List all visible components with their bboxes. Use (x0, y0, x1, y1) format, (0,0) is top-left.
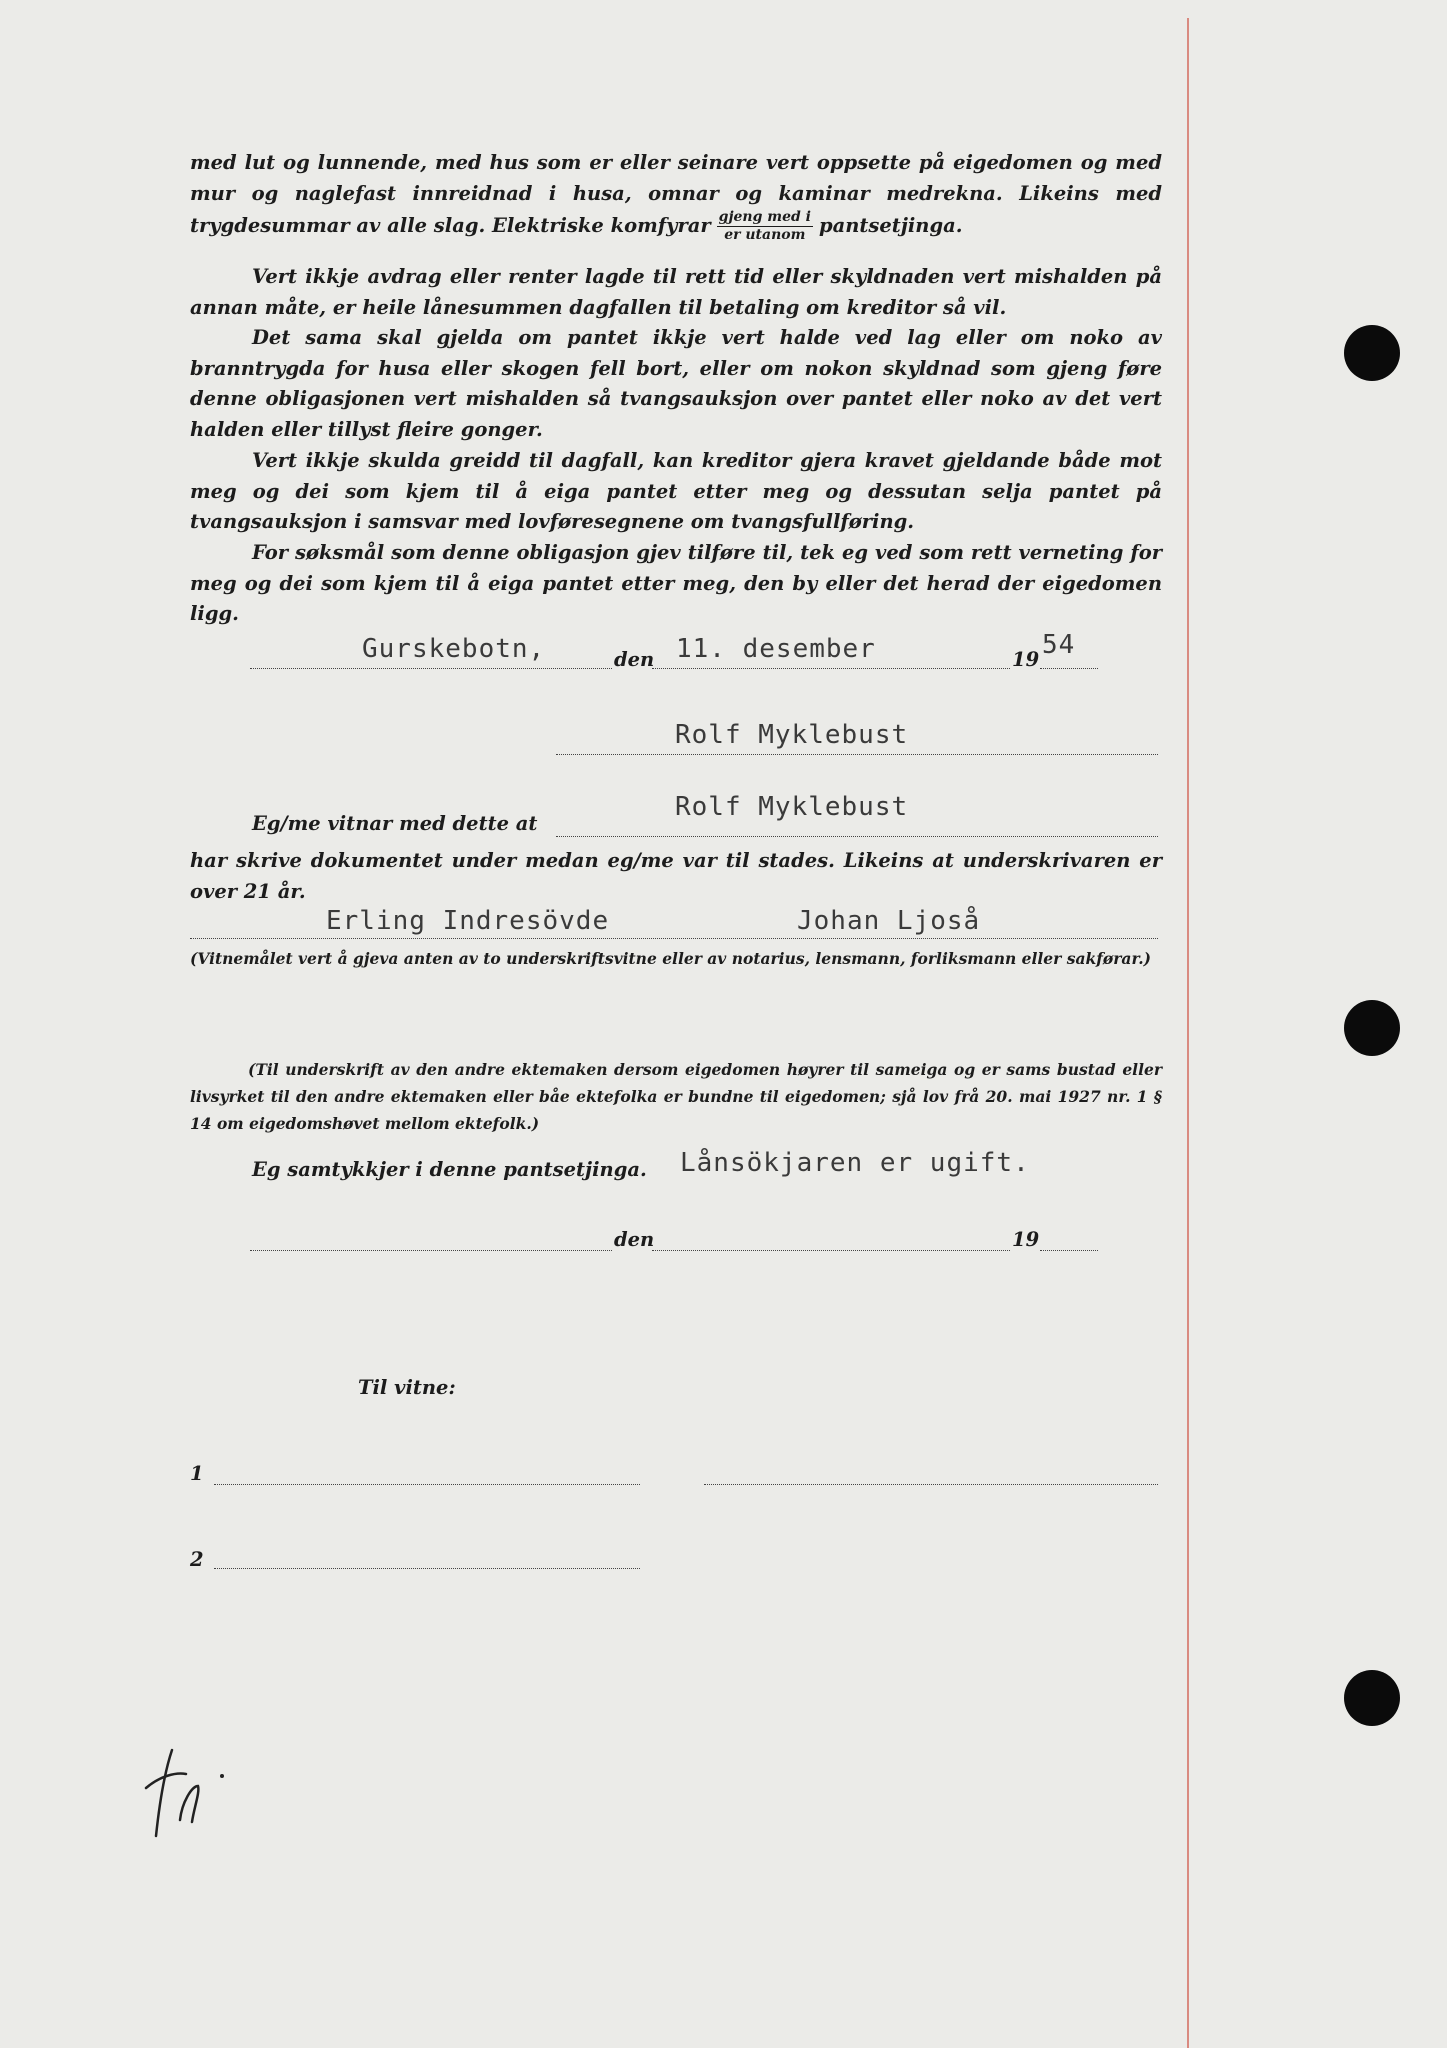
spouse-year-dotted-line (1040, 1250, 1098, 1251)
witness-signed-name: Rolf Myklebust (675, 792, 909, 822)
date-dotted-line (652, 668, 1010, 669)
paragraph-property: med lut og lunnende, med hus som er eller seinare vert oppsette på eigedomen og med mur og naglefast innreidnad i husa, omnar og kaminar medrekna. Likeins med trygdesummar av alle slag. Elektriske komfyrar $\frac{\text{gjeng med i}}{\text{er utanom}}$ pantsetjinga. (190, 151, 1162, 244)
til-vitne-line-2 (214, 1568, 640, 1569)
handwritten-initials (136, 1728, 236, 1848)
consent-value: Lånsökjaren er ugift. (680, 1148, 1030, 1178)
place-value: Gurskebotn, (362, 634, 546, 664)
signature-name: Rolf Myklebust (675, 720, 909, 750)
til-vitne-line-1b (704, 1484, 1158, 1485)
spouse-date-dotted-line (652, 1250, 1010, 1251)
spouse-den-label: den (614, 1228, 655, 1251)
den-label: den (614, 648, 655, 671)
witness-dotted-line (556, 836, 1158, 837)
witness-names-dotted-line (190, 938, 1158, 939)
spouse-place-dotted-line (250, 1250, 612, 1251)
witness-note: (Vitnemålet vert å gjeva anten av to underskriftsvitne eller av notarius, lensmann, forliksmann eller sakførar.) (190, 949, 1151, 968)
witness2-name: Johan Ljoså (797, 906, 981, 936)
spouse-note: (Til underskrift av den andre ektemaken dersom eigedomen høyrer til sameiga og er sams bustad eller livsyrket til den andre ektemaken eller båe ektefolka er bundne til eigedomen; sjå lov frå 20. mai 1927 nr. 1 § 14 om eigedomshøvet mellom ektefolk.) (190, 1060, 1162, 1133)
witness1-name: Erling Indresövde (326, 906, 610, 936)
year-suffix: 54 (1042, 630, 1076, 660)
witness-line-number-1: 1 (190, 1462, 204, 1485)
fraction-choice: $\frac{\text{gjeng med i}}{\text{er utanom}}$ (718, 209, 811, 244)
place-dotted-line (250, 668, 612, 669)
witness-label: Eg/me vitnar med dette at (252, 812, 538, 835)
signature-dotted-line (556, 754, 1158, 755)
punch-hole-top (1344, 325, 1400, 381)
paragraph-venue: For søksmål som denne obligasjon gjev tilføre til, tek eg ved som rett verneting for meg og dei som kjem til å eiga pantet etter meg, den by eller det herad der eigedomen ligg. (190, 541, 1162, 626)
punch-hole-middle (1344, 1000, 1400, 1056)
year-prefix: 19 (1012, 648, 1040, 671)
paragraph-insurance: Det sama skal gjelda om pantet ikkje vert halde ved lag eller om noko av branntrygda for husa eller skogen fell bort, eller om nokon skyldnad som gjeng føre denne obligasjonen vert mishalden så tvangsauksjon over pantet eller noko av det vert halden eller tillyst fleire gonger. (190, 326, 1162, 441)
witness-line-number-2: 2 (190, 1548, 204, 1571)
spouse-year-prefix: 19 (1012, 1228, 1040, 1251)
paragraph-default: Vert ikkje avdrag eller renter lagde til rett tid eller skyldnaden vert mishalden på annan måte, er heile lånesummen dagfallen til betaling om kreditor så vil. (190, 265, 1162, 319)
til-vitne-line-1a (214, 1484, 640, 1485)
date-value: 11. desember (676, 634, 876, 664)
year-dotted-line (1040, 668, 1098, 669)
punch-hole-bottom (1344, 1670, 1400, 1726)
consent-label: Eg samtykkjer i denne pantsetjinga. (252, 1158, 647, 1181)
paragraph-enforcement: Vert ikkje skulda greidd til dagfall, kan kreditor gjera kravet gjeldande både mot meg og dei som kjem til å eiga pantet etter meg og dessutan selja pantet på tvangsauksjon i samsvar med lovføresegnene om tvangsfullføring. (190, 449, 1162, 534)
margin-rule (1187, 18, 1189, 2048)
witness-continuation: har skrive dokumentet under medan eg/me var til stades. Likeins at underskrivaren er over 21 år. (190, 849, 1162, 903)
til-vitne-label: Til vitne: (358, 1376, 456, 1399)
